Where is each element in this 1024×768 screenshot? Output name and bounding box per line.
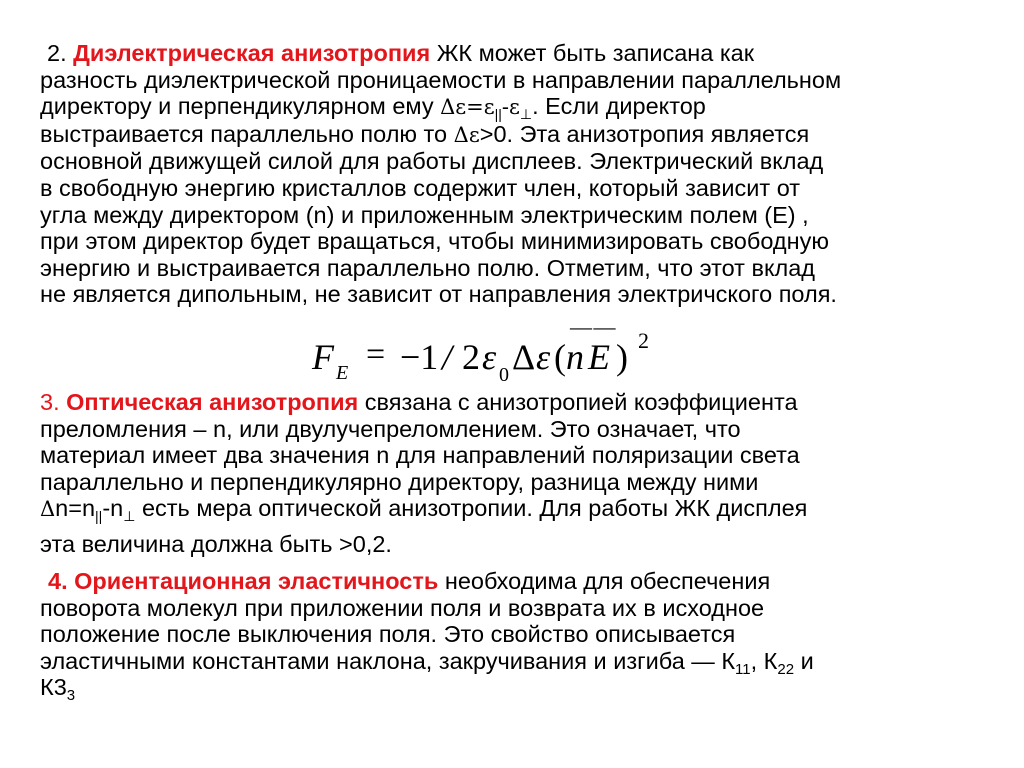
p3-term: Оптическая анизотропия	[66, 389, 359, 415]
paragraph-dielectric-anisotropy	[40, 40, 1015, 308]
formula-equals: =	[366, 336, 386, 373]
p4-term: 4. Ориентационная эластичность	[48, 568, 439, 594]
formula-eps: ε	[482, 337, 497, 377]
formula-free-energy	[312, 314, 672, 386]
p2-number: 2.	[47, 40, 74, 66]
p4-line4: эластичными константами наклона, закручивания и изгиба — К	[40, 647, 736, 674]
formula-two: 2	[462, 337, 480, 377]
formula-close-paren: )	[616, 337, 628, 377]
p3-number: 3.	[40, 389, 67, 415]
p2-line9: энергию и выстраивается параллельно полю. Отметим, что этот вклад	[40, 254, 815, 281]
formula-minus-one: −1	[400, 337, 439, 377]
paragraph-orientational-elasticity	[40, 568, 1015, 705]
p2-minus-eps: -ε	[501, 95, 520, 120]
p3-delta: Δ	[40, 497, 56, 522]
p2-line7: угла между директором (n) и приложенным электрическим полем (E) ,	[40, 201, 809, 228]
p4-line3: положение после выключения поля. Это свойство описывается	[40, 621, 736, 648]
p3-line3: материал имеет два значения n для направлений поляризации света	[40, 442, 800, 469]
p3-minus-n: -n	[102, 495, 124, 522]
p2-line10: не является дипольным, не зависит от направления электричского поля.	[40, 281, 837, 308]
p2-delta-eps2: Δε	[453, 122, 480, 147]
formula-zero: 0	[499, 364, 509, 386]
formula-F: F	[312, 337, 334, 377]
p4-k3: 3	[66, 687, 76, 705]
p4-line5: К3	[40, 674, 67, 701]
p2-term: Диэлектрическая анизотропия	[73, 40, 437, 66]
p2-line8: при этом директор будет вращаться, чтобы минимизировать свободную	[40, 228, 829, 255]
formula-delta: Δ	[512, 337, 536, 377]
formula-F-sub: E	[336, 362, 349, 384]
formula-eps2: ε	[536, 337, 551, 377]
p3-line1: связана с анизотропией коэффициента	[358, 389, 798, 415]
p2-line2: разность диэлектрической проницаемости в направлении параллельном	[40, 66, 842, 93]
p2-line4b: >0. Эта анизотропия является	[479, 120, 810, 147]
p2-line4a: выстраивается параллельно полю то	[40, 120, 454, 147]
p2-line3a: директору и перпендикулярном ему	[40, 93, 441, 120]
p2-line1: ЖК может быть записана как	[436, 40, 755, 66]
p3-line2: преломления – n, или двулучепреломлением. Это означает, что	[40, 415, 741, 442]
formula-power: 2	[638, 328, 649, 353]
formula-E: E	[588, 337, 610, 377]
p4-and: и	[794, 647, 814, 674]
p2-perp-sub: ⊥	[519, 106, 533, 123]
formula-overbar: — —	[570, 314, 614, 339]
p2-line6: в свободную энергию кристаллов содержит член, который зависит от	[40, 174, 801, 201]
p2-line5: основной движущей силой для работы дисплеев. Электрический вклад	[40, 148, 824, 175]
p3-n-eq: n=n	[55, 495, 96, 522]
p4-comma: , К	[750, 647, 778, 674]
formula-n: n	[566, 337, 584, 377]
formula-slash: /	[442, 337, 453, 377]
p3-line6: эта величина должна быть >0,2.	[40, 530, 392, 557]
p3-line4: параллельно и перпендикулярно директору, разница между ними	[40, 468, 759, 495]
p3-par-sub: ||	[95, 508, 103, 525]
p2-line3b: . Если директор	[532, 93, 706, 120]
p2-par-sub: ||	[494, 106, 502, 123]
p2-delta-eps: Δε=ε	[440, 95, 495, 120]
p4-line2: поворота молекул при приложении поля и возврата их в исходное	[40, 594, 765, 621]
p3-perp-sub: ⊥	[123, 508, 136, 525]
paragraph-optical-anisotropy	[40, 389, 1015, 558]
formula-open-paren: (	[554, 337, 566, 377]
p4-k11: 11	[735, 660, 751, 678]
p4-k22: 22	[777, 660, 795, 678]
p3-line5: есть мера оптической анизотропии. Для работы ЖК дисплея	[135, 495, 808, 522]
p4-line1: необходима для обеспечения	[438, 568, 771, 594]
